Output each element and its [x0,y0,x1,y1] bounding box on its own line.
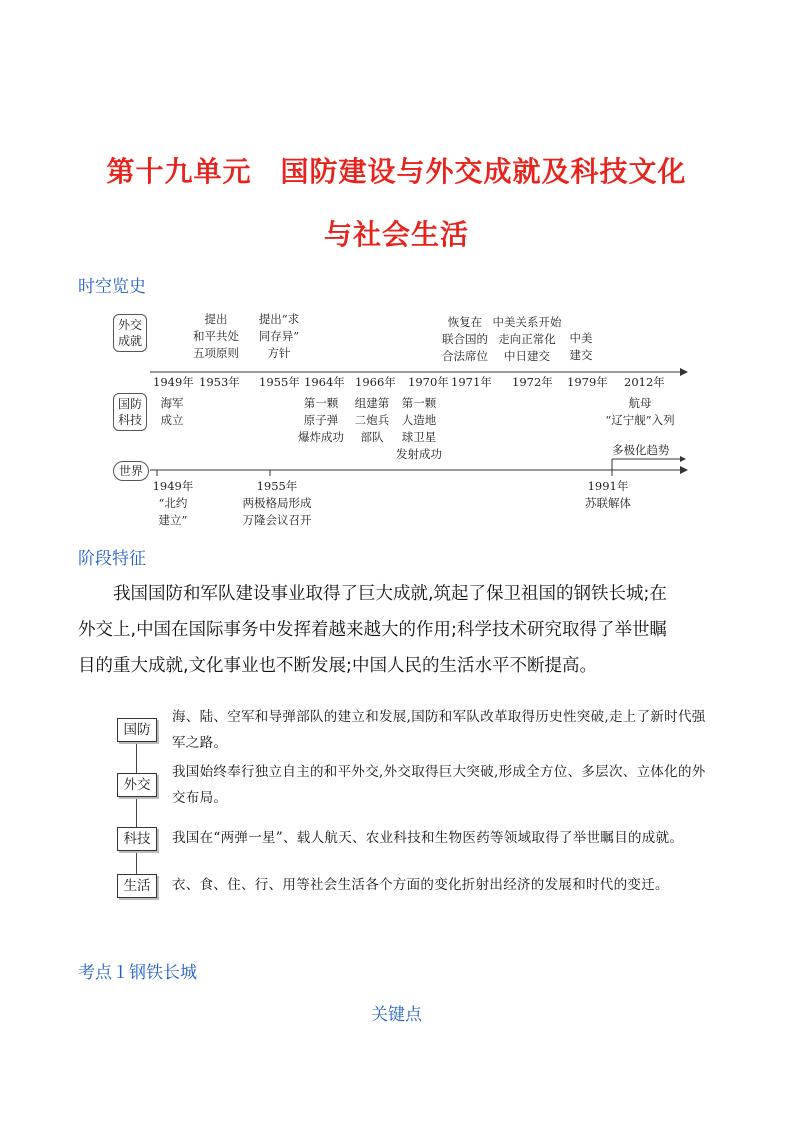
stage-paragraph [78,576,718,684]
event-line: 苏联解体 [585,496,631,510]
event-line: 中美关系开始 [492,315,562,329]
event-line: 和平共处 [193,329,239,343]
event-line: 1955年 [256,479,298,493]
feature-text-life [172,872,772,898]
row-label-diplomacy-line2: 成就 [117,334,142,348]
event-line: 1991年 [587,479,629,493]
timeline-axis-arrow [680,368,688,376]
row-label-defense-line2: 科技 [117,413,142,427]
event-line: 万隆会议召开 [242,513,312,527]
year-1972: 1972年 [512,375,553,389]
row-label-diplomacy [113,314,147,352]
section-heading-timeline: 时空览史 [78,277,146,297]
event-line: “北约 [158,496,188,510]
event-line: 五项原则 [193,346,239,360]
year-1955: 1955年 [259,375,300,389]
feature-text-defense [172,704,772,756]
event-line: 二炮兵 [354,413,390,427]
defense-event-1970 [393,395,445,463]
feature-label-life: 生活 [117,874,157,898]
event-line: 恢复在 [447,315,483,329]
feature-text-line: 交布局。 [172,790,228,806]
feature-text-line: 军之路。 [172,735,228,751]
event-line: 走向正常化 [498,332,556,346]
page-title-line2: 与社会生活 [323,218,469,251]
diplomacy-event-1979 [565,330,597,364]
event-line: 组建第 [354,396,390,410]
event-line: 海军 [160,396,184,410]
world-event-1991 [580,478,636,512]
stage-paragraph-line: 目的重大成就,文化事业也不断发展;中国人民的生活水平不断提高。 [78,656,597,676]
event-line: 人造地 [401,413,437,427]
event-line: 部队 [360,430,384,444]
kaodian-heading: 考点１钢铁长城 [78,963,197,983]
event-line: 提出“求 [258,312,300,326]
event-line: 爆炸成功 [298,430,344,444]
row-label-diplomacy-line1: 外交 [117,318,142,332]
diplomacy-event-1953 [190,311,242,362]
diplomacy-event-1955 [248,311,310,362]
event-line: 中日建交 [504,349,550,363]
year-1964: 1964年 [304,375,345,389]
event-line: 建交 [569,348,593,362]
event-line: 建立” [158,513,188,527]
event-line: 球卫星 [401,430,437,444]
feature-label-diplomacy: 外交 [117,773,157,797]
feature-label-defense: 国防 [117,718,157,742]
event-line: 原子弹 [303,413,339,427]
defense-event-2012 [597,395,683,429]
trend-arrow [680,456,686,462]
year-1953: 1953年 [199,375,240,389]
timeline-diagram [0,0,793,540]
feature-text-tech [172,825,772,851]
event-line: 航母 [628,396,652,410]
event-line: 同存异” [258,329,300,343]
event-line: 提出 [204,312,228,326]
defense-event-1966 [350,395,394,446]
row-label-defense-line1: 国防 [117,397,142,411]
feature-text-diplomacy [172,759,772,811]
event-line: 第一颗 [303,396,339,410]
defense-event-1964 [292,395,350,446]
event-line: 方针 [267,346,291,360]
event-line: 1949年 [152,479,194,493]
key-points-heading: 关键点 [371,1005,422,1025]
year-1971: 1971年 [451,375,492,389]
feature-text-line: 衣、食、住、行、用等社会生活各个方面的变化折射出经济的发展和时代的变迁。 [172,877,669,893]
connector-line [136,741,137,773]
diplomacy-event-1971 [438,314,492,365]
stage-paragraph-line: 外交上,中国在国际事务中发挥着越来越大的作用;科学技术研究取得了举世瞩 [78,620,667,640]
year-1979: 1979年 [567,375,608,389]
event-line: “辽宁舰”入列 [605,413,675,427]
event-line: 联合国的 [442,332,488,346]
event-line: 中美 [569,331,593,345]
defense-event-1949 [156,395,188,429]
connector-line [136,850,137,874]
event-line: 两极格局形成 [242,496,312,510]
year-2012: 2012年 [624,375,665,389]
event-line: 发射成功 [396,447,442,461]
world-event-1955 [236,478,318,529]
feature-label-tech: 科技 [117,827,157,851]
event-line: 成立 [160,413,184,427]
page-title-line1: 第十九单元 国防建设与外交成就及科技文化 [106,155,687,188]
world-trend-label: 多极化趋势 [612,443,670,457]
row-label-defense [113,393,147,431]
year-1970: 1970年 [408,375,449,389]
event-line: 合法席位 [442,349,488,363]
section-heading-stage: 阶段特征 [78,549,146,569]
year-1949: 1949年 [153,375,194,389]
row-label-world: 世界 [113,461,149,481]
stage-paragraph-line: 我国国防和军队建设事业取得了巨大成就,筑起了保卫祖国的钢铁长城;在 [113,584,667,604]
world-event-1949 [150,478,196,529]
event-line: 第一颗 [401,396,437,410]
diplomacy-event-1972 [489,314,565,365]
feature-text-line: 我国在“两弹一星”、载人航天、农业科技和生物医药等领域取得了举世瞩目的成就。 [172,830,684,846]
connector-line [136,797,137,827]
feature-text-line: 我国始终奉行独立自主的和平外交,外交取得巨大突破,形成全方位、多层次、立体化的外 [172,764,706,780]
feature-text-line: 海、陆、空军和导弹部队的建立和发展,国防和军队改革取得历史性突破,走上了新时代强 [172,709,706,725]
world-axis-arrow [680,466,688,474]
year-1966: 1966年 [355,375,396,389]
